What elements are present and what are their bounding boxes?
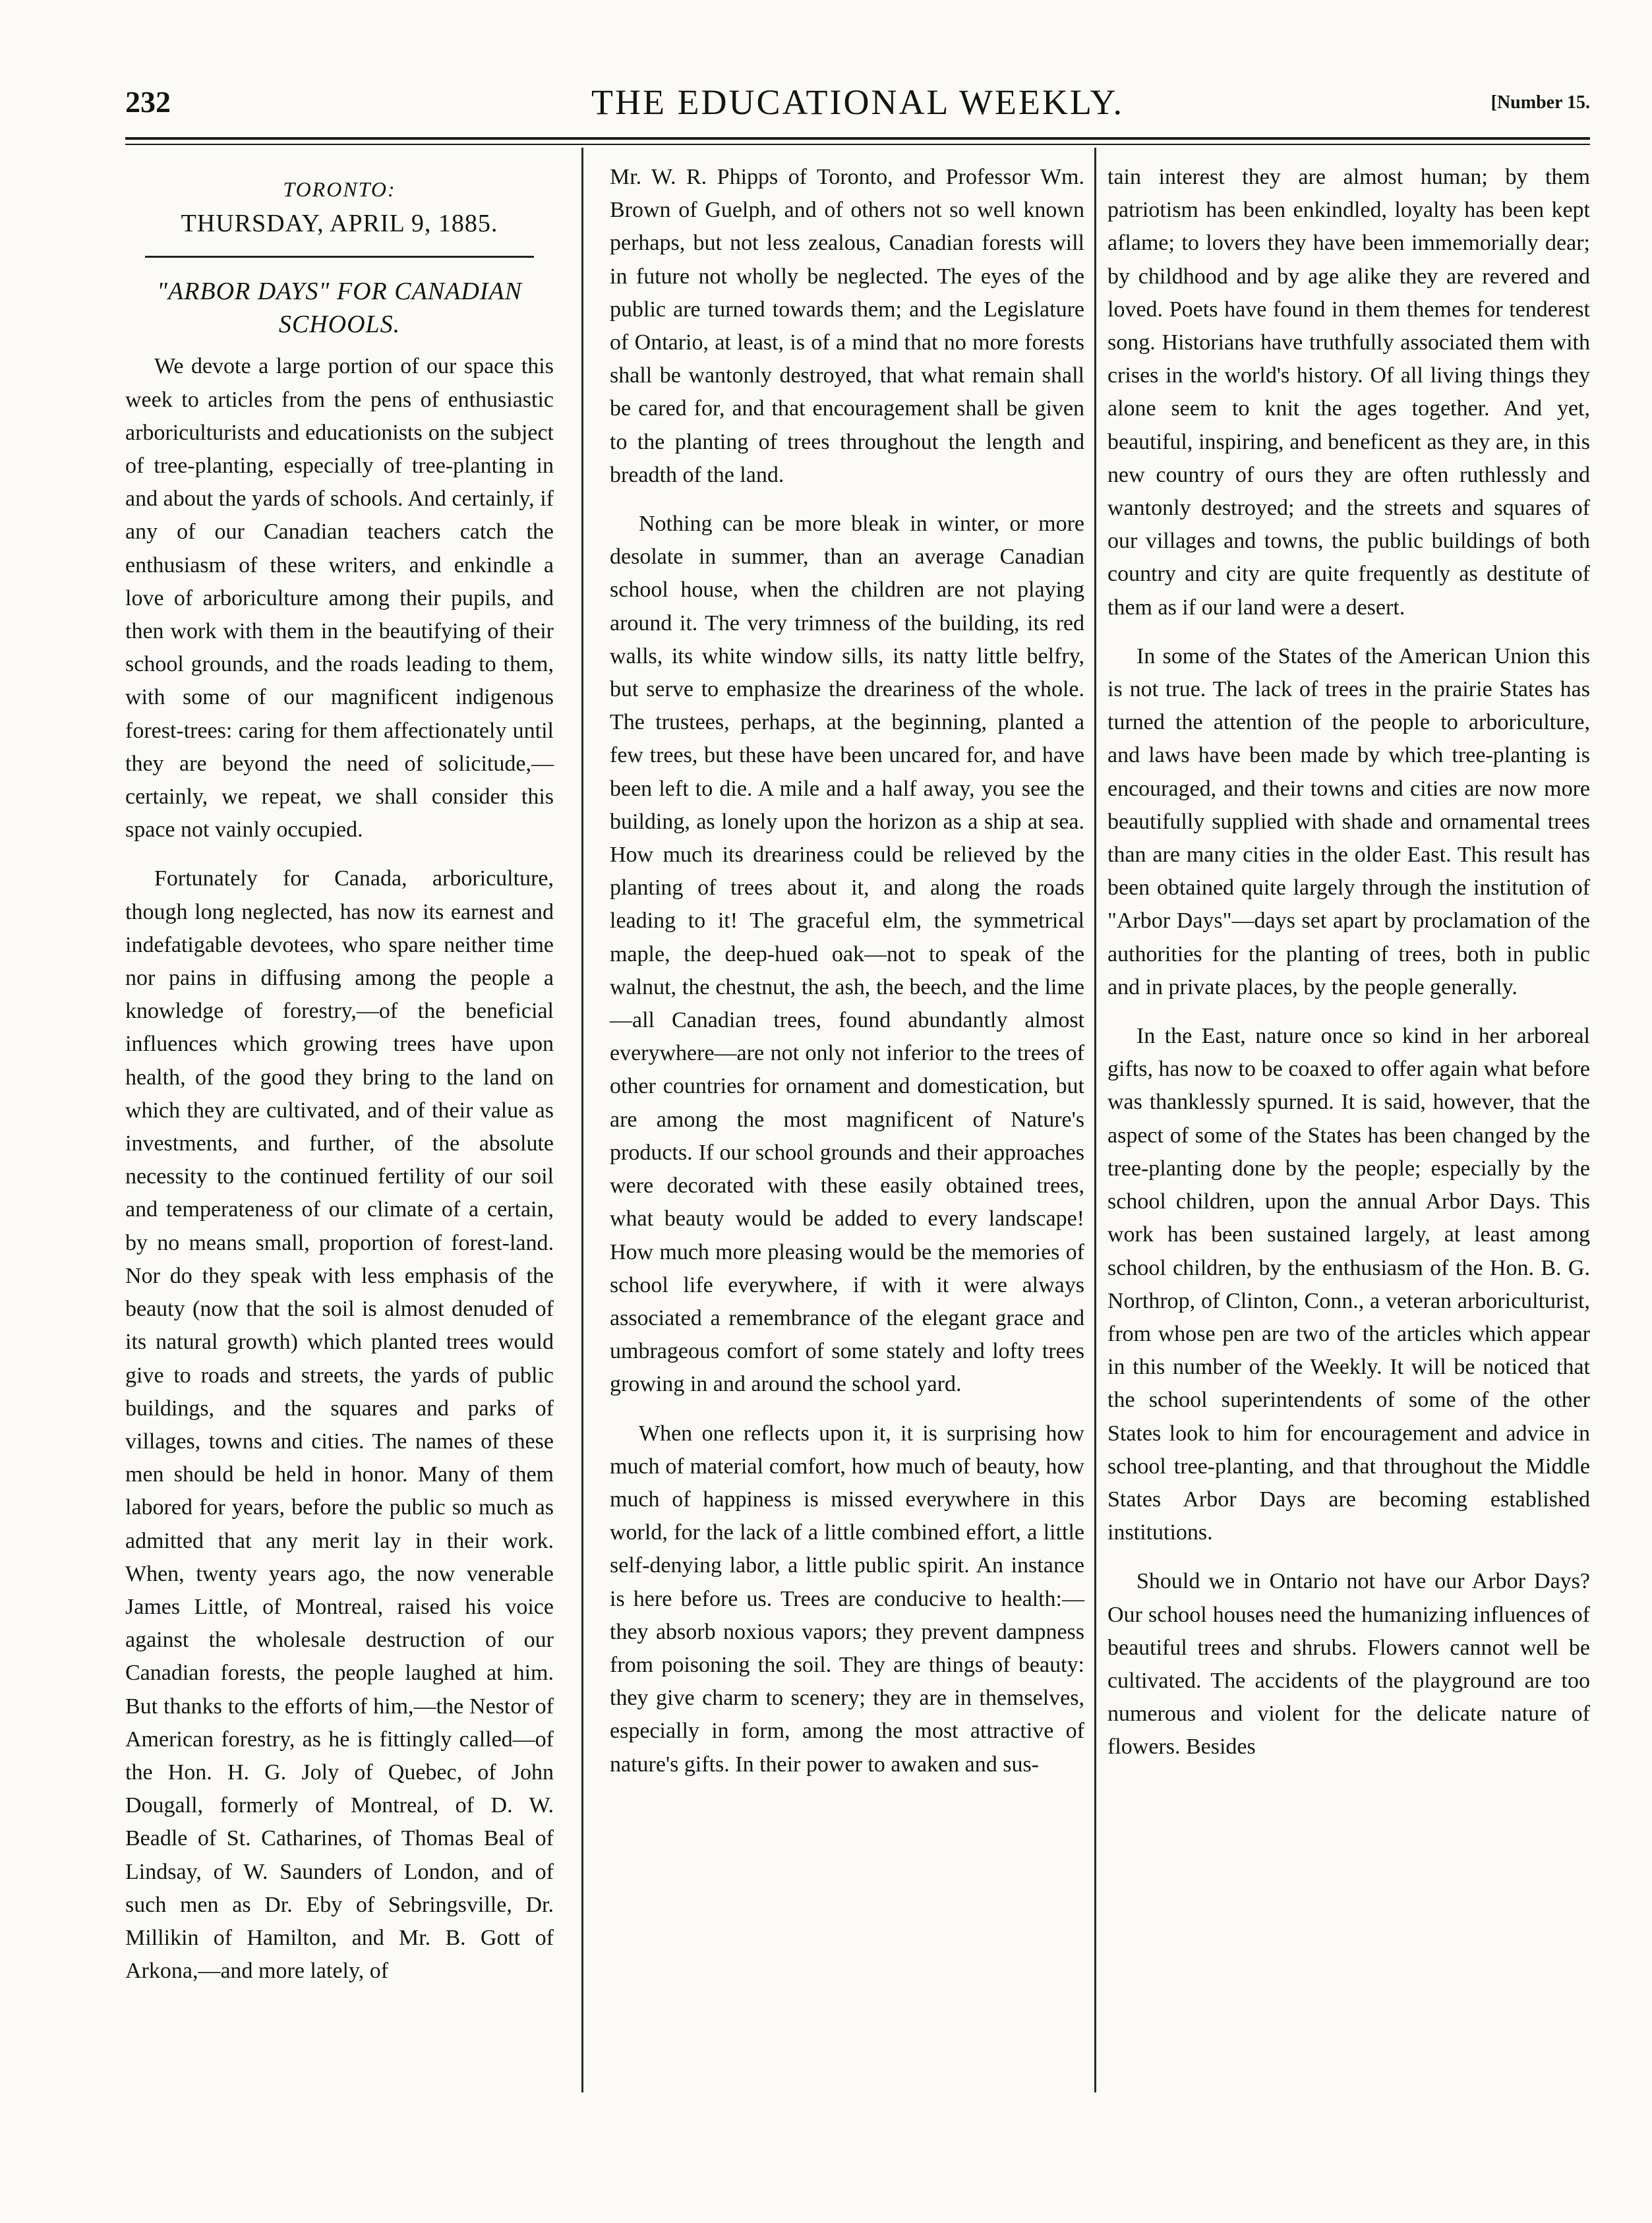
column-3 bbox=[1107, 161, 1590, 1780]
column-divider-1 bbox=[581, 148, 583, 2092]
dateline-date: THURSDAY, APRIL 9, 1885. bbox=[181, 210, 498, 238]
article-heading: "ARBOR DAYS" FOR CANADIAN SCHOOLS. bbox=[156, 278, 523, 339]
issue-number: [Number 15. bbox=[1490, 92, 1590, 113]
article-paragraph: In some of the States of the American Union this is not true. The lack of trees in the prairie States has turned the attention of the people to arboriculture, and laws have been made by which tree-planting is encouraged, and their towns and cities are now more beautifully supplied with shade and ornamental trees than are many cities in the older East. This result has been obtained quite largely through the institution of "Arbor Days"—days set apart by proclamation of the authorities for the planting of trees, both in public and in private places, by the people generally. bbox=[1107, 643, 1590, 999]
article-paragraph: In the East, nature once so kind in her arboreal gifts, has now to be coaxed to offer again what before was thanklessly spurned. It is said, however, that the aspect of some of the States has been changed by the tree-planting done by the people; especially by the school children, upon the annual Arbor Days. This work has been sustained largely, at least among school children, by the enthusiasm of the Hon. B. G. Northrop, of Clinton, Conn., a veteran arboriculturist, from whose pen are two of the articles which appear in this number of the Weekly. It will be noticed that the school superintendents of some of the other States look to him for encouragement and advice in school tree-planting, and that throughout the Middle States Arbor Days are becoming established institutions. bbox=[1107, 1024, 1590, 1545]
column-divider-2 bbox=[1094, 148, 1096, 2092]
header-rule-bottom bbox=[125, 144, 1590, 145]
article-paragraph: Fortunately for Canada, arboriculture, though long neglected, has now its earnest and indefatigable devotees, who spare neither time nor pains in diffusing among the people a knowledge of forestry,—of the beneficial influences which growing trees have upon health, of the good they bring to the land on which they are cultivated, and of their value as investments, and further, of the absolute necessity to the continued fertility of our soil and temperateness of our climate of a certain, by no means small, proportion of forest-land. Nor do they speak with less emphasis of the beauty (now that the soil is almost denuded of its natural growth) which planted trees would give to roads and streets, the yards of public buildings, and the squares and parks of villages, towns and cities. The names of these men should be held in honor. Many of them labored for years, before the public so much as admitted that any merit lay in their work. When, twenty years ago, the now venerable James Little, of Montreal, raised his voice against the wholesale destruction of our Canadian forests, the people laughed at him. But thanks to the efforts of him,—the Nestor of American forestry, as he is fittingly called—of the Hon. H. G. Joly of Quebec, of John Dougall, formerly of Montreal, of D. W. Beadle of St. Catharines, of Thomas Beal of Lindsay, of W. Saunders of London, and of such men as Dr. Eby of Sebringsville, Dr. Millikin of Hamilton, and Mr. B. Gott of Arkona,—and more lately, of bbox=[125, 866, 554, 1984]
article-paragraph: Mr. W. R. Phipps of Toronto, and Professor Wm. Brown of Guelph, and of others not so well known perhaps, but not less zealous, Canadian forests will in future not wholly be neglected. The eyes of the public are turned towards them; and the Legislature of Ontario, at least, is of a mind that no more forests shall be wantonly destroyed, that what remain shall be cared for, and that encouragement shall be given to the planting of trees throughout the length and breadth of the land. bbox=[610, 165, 1084, 487]
column-2 bbox=[610, 161, 1084, 1797]
article-paragraph: Should we in Ontario not have our Arbor Days? Our school houses need the humanizing influences of beautiful trees and shrubs. Flowers cannot well be cultivated. The accidents of the playground are too numerous and violent for the delicate nature of flowers. Besides bbox=[1107, 1569, 1590, 1760]
article-paragraph: tain interest they are almost human; by them patriotism has been enkindled, loyalty has been kept aflame; to lovers they have been immemorially dear; by childhood and by age alike they are revered and loved. Poets have found in them themes for tenderest song. Historians have truthfully associated them with crises in the world's history. Of all living things they alone seem to knit the ages together. And yet, beautiful, inspiring, and beneficent as they are, in this new country of ours they are often ruthlessly and wantonly destroyed; and the streets and squares of our villages and towns, the public buildings of both country and city are quite frequently as destitute of them as if our land were a desert. bbox=[1107, 165, 1590, 620]
header-rule-top bbox=[125, 137, 1590, 140]
dateline-place: TORONTO: bbox=[283, 177, 396, 201]
article-paragraph: When one reflects upon it, it is surprising how much of material comfort, how much of beauty, how much of happiness is missed everywhere in this world, for the lack of a little combined effort, a little self-denying labor, a little public spirit. An instance is here before us. Trees are conducive to health:—they absorb noxious vapors; they prevent dampness from poisoning the soil. They are things of beauty: they give charm to scenery; they are in themselves, especially in form, among the most attractive of nature's gifts. In their power to awaken and sus- bbox=[610, 1421, 1084, 1777]
article-paragraph: Nothing can be more bleak in winter, or more desolate in summer, than an average Canadian school house, when the children are not playing around it. The very trimness of the building, its red walls, its white window sills, its natty little belfry, but serve to emphasize the dreariness of the whole. The trustees, perhaps, at the beginning, planted a few trees, but these have been uncared for, and have been left to die. A mile and a half away, you see the building, as lonely upon the horizon as a ship at sea. How much its dreariness could be relieved by the planting of trees about it, and along the roads leading to it! The graceful elm, the symmetrical maple, the deep-hued oak—not to speak of the walnut, the chestnut, the ash, the beech, and the lime—all Canadian trees, found abundantly almost everywhere—are not only not inferior to the trees of other countries for ornament and domestication, but are among the most magnificent of Nature's products. If our school grounds and their approaches were decorated with these easily obtained trees, what beauty would be added to every landscape! How much more pleasing would be the memories of school life everywhere, if with it were always associated a remembrance of the elegant grace and umbrageous comfort of some stately and lofty trees growing in and around the school yard. bbox=[610, 512, 1084, 1397]
journal-title: THE EDUCATIONAL WEEKLY. bbox=[591, 82, 1124, 122]
page-number: 232 bbox=[125, 85, 171, 119]
article-paragraph: We devote a large portion of our space this week to articles from the pens of enthusiastic arboriculturists and educationists on the subject of tree-planting, especially of tree-planting in and about the yards of schools. And certainly, if any of our Canadian teachers catch the enthusiasm of these writers, and enkindle a love of arboriculture among their pupils, and then work with them in the beautifying of their school grounds, and the roads leading to them, with some of our magnificent indigenous forest-trees: caring for them affectionately until they are beyond the need of solicitude,—certainly, we repeat, we shall consider this space not vainly occupied. bbox=[125, 354, 554, 843]
page-header bbox=[125, 84, 1590, 131]
dateline-rule bbox=[145, 256, 534, 258]
column-1 bbox=[125, 161, 554, 2003]
